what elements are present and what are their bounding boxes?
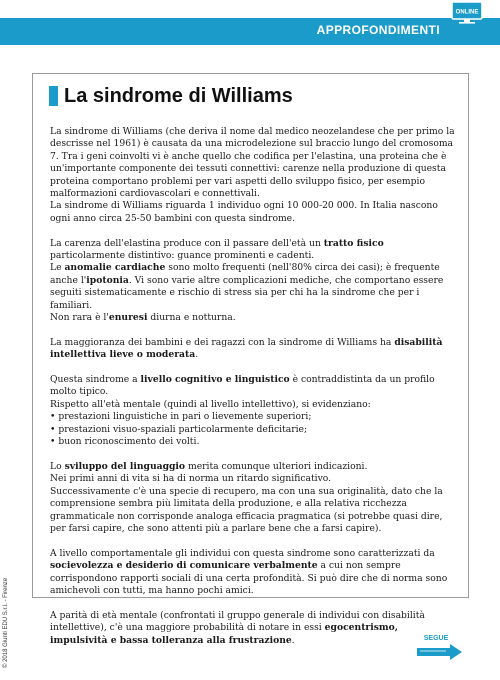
paragraph-language (50, 461, 458, 535)
online-badge-text: ONLINE (455, 9, 479, 16)
paragraph-line: La sindrome di Williams (che deriva il nome dal medico neozelandese che per primo la descrisse nel 1961) è causata da una microdelezione sul braccio lungo del cromosoma 7. Tra i geni coinvolti vi è anche quello che codifica per l'elastina, una proteina che è un'importante componente dei tessuti connettivi: carenze nella produzione di questa proteina comportano problemi per vari aspetti dello sviluppo fisico, per esempio malformazioni cardiovascolari e connettivali. (50, 126, 455, 200)
next-arrow-icon (416, 643, 464, 661)
copyright-credit: © 2018 Giunti EDU S.r.l. - Firenze (3, 577, 9, 668)
bullet-list (50, 411, 458, 448)
page-title: La sindrome di Williams (64, 85, 293, 107)
emphasis-text: sviluppo del linguaggio (64, 460, 186, 472)
emphasis-text: enuresi (108, 312, 148, 324)
paragraph-intro (50, 126, 458, 225)
paragraph-behaviour: A livello comportamentale gli individui con questa sindrome sono caratterizzati da socievolezza e desiderio di comunicare verbalmente a cui non sempre corrispondono rapporti sociali di una certa profondità. Si può dire che di norma sono amichevoli con tutti, ma hanno pochi amici. (50, 547, 448, 596)
section-header-bar (0, 18, 500, 45)
paragraph-line: La carenza dell'elastina produce con il passare dell'età un tratto fisico particolarmente distintivo: guance prominenti e cadenti. (50, 237, 384, 262)
emphasis-text: livello cognitivo e linguistico (140, 374, 290, 386)
paragraph-line: Rispetto all'età mentale (quindi al livello intellettivo), si evidenziano: (50, 398, 371, 410)
section-label: APPROFONDIMENTI (316, 23, 440, 37)
online-monitor-icon[interactable] (450, 0, 484, 25)
emphasis-text: anomalie cardiache (64, 262, 166, 274)
paragraph-line: Non rara è l'enuresi diurna e notturna. (50, 312, 236, 324)
bullet-item: • prestazioni linguistiche in pari o lievemente superiori; (50, 411, 312, 423)
next-page-label: SEGUE (423, 635, 449, 642)
bullet-item: • buon riconoscimento dei volti. (50, 436, 200, 448)
paragraph-line: La sindrome di Williams riguarda 1 individuo ogni 10 000-20 000. In Italia nascono ogni anno circa 25-50 bambini con questa sindrome. (50, 200, 438, 224)
paragraph-line: Le anomalie cardiache sono molto frequenti (nell'80% circa dei casi); è frequente anche l'ipotonia. Vi sono varie altre complicazioni mediche, che comportano essere seguiti sistematicamente e rischio di stress sia per chi ha la sindrome che per i familiari. (50, 262, 444, 311)
emphasis-text: tratto fisico (323, 237, 384, 249)
article-body (50, 126, 458, 659)
emphasis-text: ipotonia (86, 274, 129, 286)
title-block (49, 85, 293, 107)
emphasis-text: egocentrismo, impulsività e bassa tolleranza alla frustrazione (50, 622, 398, 646)
paragraph-line: Successivamente c'è una specie di recupero, ma con una sua originalità, dato che la comprensione sembra più limitata della produzione, e alla relativa ricchezza grammaticale non corrisponde analoga efficacia pragmatica (si potrebbe quasi dire, per farsi capire, che sono attenti più a parlare bene che a farsi capire). (50, 485, 443, 534)
next-page-button[interactable] (416, 635, 464, 661)
emphasis-text: socievolezza e desiderio di comunicare verbalmente (50, 560, 318, 572)
paragraph-line: Questa sindrome a livello cognitivo e linguistico è contraddistinta da un profilo molto tipico. (50, 374, 435, 398)
emphasis-text: disabilità intellettiva lieve o moderata (50, 336, 443, 361)
bullet-item: • prestazioni visuo-spaziali particolarmente deficitarie; (50, 423, 308, 435)
paragraph-comparison: A parità di età mentale (confrontati il gruppo generale di individui con disabilità intellettive), c'è una maggiore probabilità di notare in essi egocentrismo, impulsività e bassa tolleranza alla frustrazione. (50, 609, 425, 646)
paragraph-intellectual: La maggioranza dei bambini e dei ragazzi con la sindrome di Williams ha disabilità intellettiva lieve o moderata. (50, 336, 443, 361)
title-accent-mark (49, 86, 58, 106)
paragraph-cognitive (50, 374, 458, 448)
paragraph-line: Lo sviluppo del linguaggio merita comunque ulteriori indicazioni. (50, 460, 368, 472)
copyright-credit-wrap (2, 577, 10, 670)
paragraph-line: Nei primi anni di vita si ha di norma un ritardo significativo. (50, 473, 332, 485)
paragraph-physical (50, 238, 458, 325)
